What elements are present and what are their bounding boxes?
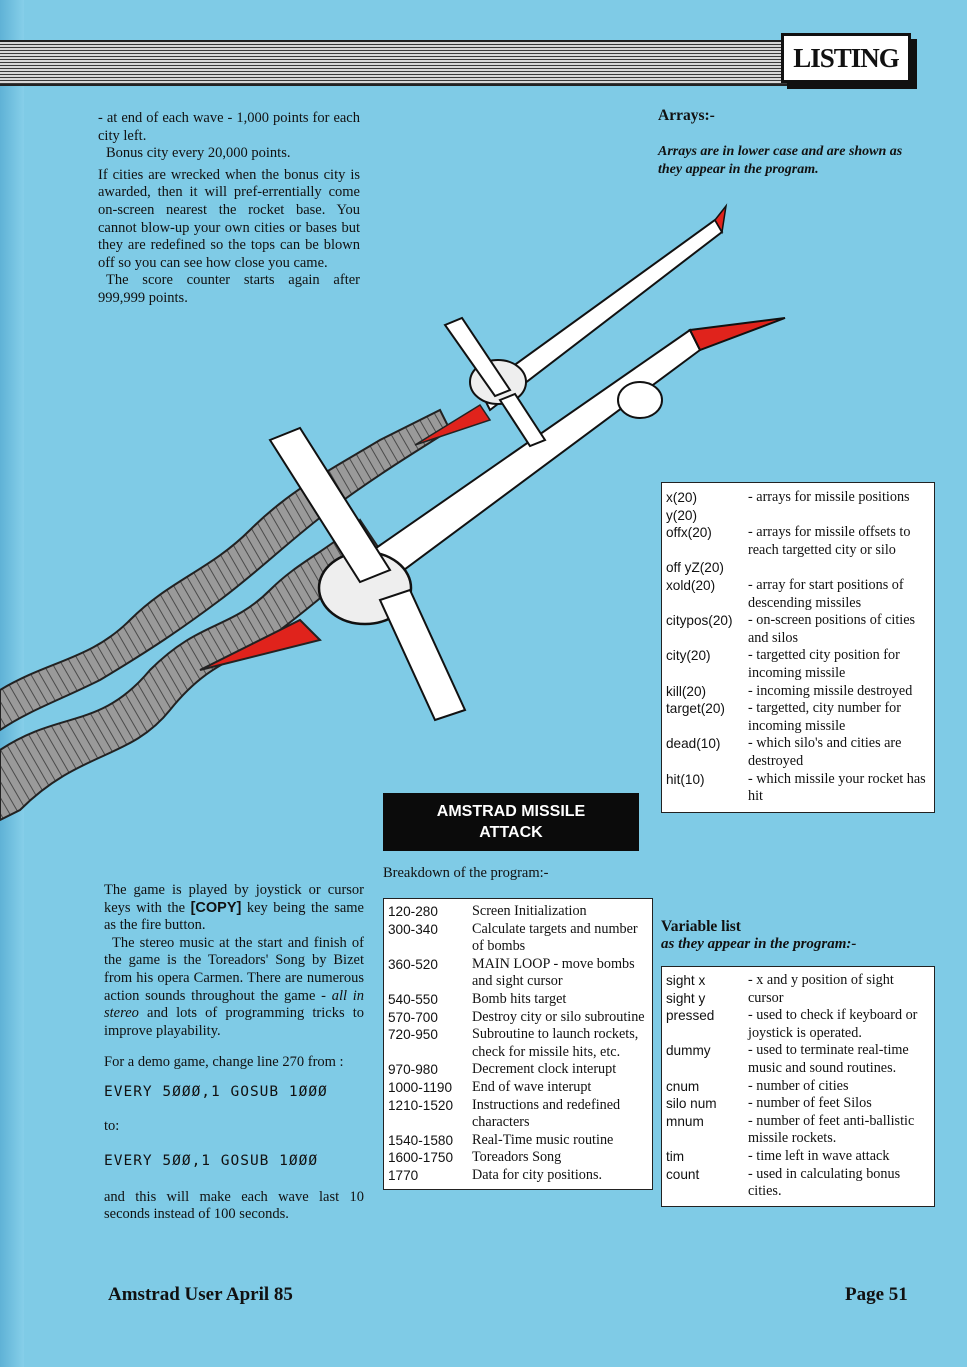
table-key: offx(20) — [666, 525, 712, 541]
table-value: End of wave interupt — [472, 1078, 592, 1095]
table-value: MAIN LOOP - move bombs and sight cursor — [472, 955, 635, 990]
table-key: y(20) — [666, 507, 697, 523]
table-value: - incoming missile destroyed — [748, 682, 913, 699]
header-stripe — [0, 40, 790, 86]
intro-paragraph: If cities are wrecked when the bonus city is awarded, then it will pref-errentially come on-screen nearest the rocket base. You cannot blow-up your own cities or bases but they are redefined so the tops can be blown off so you can see how close you came. — [98, 166, 360, 271]
table-key: 540-550 — [388, 991, 438, 1007]
code-line: EVERY 5ØØØ,1 GOSUB 1ØØØ — [104, 1083, 328, 1100]
table-value — [748, 507, 930, 525]
table-value: - time left in wave attack — [748, 1147, 890, 1164]
table-value: Subroutine to launch rockets, check for missile hits, etc. — [472, 1026, 639, 1060]
table-row — [666, 1148, 930, 1166]
table-value: Toreadors Song — [472, 1149, 562, 1166]
table-value: Real-Time music routine — [472, 1131, 614, 1148]
table-value: - on-screen positions of cities and silos — [748, 612, 916, 646]
table-row — [388, 1079, 648, 1097]
table-value: - which silo's and cities are destroyed — [748, 735, 902, 769]
table-key: target(20) — [666, 701, 725, 717]
table-key: off yZ(20) — [666, 560, 724, 576]
table-row — [388, 991, 648, 1009]
table-row — [666, 1166, 930, 1201]
table-value: - arrays for missile offsets to reach targetted city or silo — [748, 524, 911, 558]
variables-table — [661, 966, 935, 1207]
copy-key-label: [COPY] — [190, 899, 242, 916]
table-key: 1770 — [388, 1167, 419, 1183]
text-run: and lots of programming tricks to improve playability. — [104, 1005, 364, 1039]
program-title-line: AMSTRAD MISSILE — [436, 803, 586, 820]
table-value: - array for start positions of descending missiles — [748, 576, 904, 611]
game-paragraph: and this will make each wave last 10 seconds instead of 100 seconds. — [104, 1188, 364, 1223]
table-row — [666, 700, 930, 735]
table-row — [666, 683, 930, 701]
text-run: The stereo music at the start and finish of the game is the Toreadors' Song by Bizet from his opera Carmen. There are numerous action sounds throughout the game - — [104, 934, 364, 1004]
variables-subtitle: as they appear in the program:- — [661, 935, 857, 952]
table-row — [666, 1078, 930, 1096]
table-value — [748, 559, 930, 577]
code-line: EVERY 5ØØ,1 GOSUB 1ØØØ — [104, 1153, 319, 1170]
table-row — [666, 735, 930, 770]
table-row — [666, 1113, 930, 1148]
table-key: silo num — [666, 1096, 717, 1112]
table-key: 970-980 — [388, 1062, 438, 1078]
table-value: Bomb hits target — [472, 990, 567, 1007]
arrays-title: Arrays:- — [658, 107, 715, 124]
table-row — [666, 507, 930, 525]
table-row — [666, 1007, 930, 1042]
intro-paragraph: - at end of each wave - 1,000 points for each city left. — [98, 110, 360, 144]
table-key: hit(10) — [666, 771, 705, 787]
to-label: to: — [104, 1117, 120, 1134]
table-key: kill(20) — [666, 683, 707, 699]
program-title-line: ATTACK — [479, 824, 543, 841]
table-key: pressed — [666, 1008, 715, 1024]
table-key: mnum — [666, 1113, 704, 1129]
table-value: Destroy city or silo subroutine — [472, 1008, 645, 1025]
breakdown-label: Breakdown of the program:- — [383, 865, 549, 881]
table-value: - used to terminate real-time music and sound routines. — [748, 1042, 909, 1076]
text-run: The game is played by joystick or cursor keys with the — [104, 882, 364, 916]
table-value: - number of feet Silos — [748, 1095, 872, 1112]
table-key: dummy — [666, 1043, 711, 1059]
table-key: 1000-1190 — [388, 1079, 452, 1095]
table-key: 1540-1580 — [388, 1132, 454, 1148]
table-key: xold(20) — [666, 577, 716, 593]
game-paragraph: For a demo game, change line 270 from : — [104, 1054, 344, 1071]
variables-heading — [661, 918, 931, 953]
arrays-subtitle: Arrays are in lower case and are shown as they appear in the program. — [658, 143, 903, 177]
table-row — [388, 1097, 648, 1132]
table-value: Instructions and redefined characters — [472, 1096, 621, 1131]
table-row — [666, 771, 930, 806]
table-row — [666, 972, 930, 1007]
table-key: cnum — [666, 1078, 700, 1094]
table-key: x(20) — [666, 490, 697, 505]
game-text-column — [104, 882, 364, 1224]
table-key: 1210-1520 — [388, 1097, 454, 1113]
footer-publication: Amstrad User April 85 — [108, 1284, 293, 1305]
table-row — [666, 559, 930, 577]
table-key: 720-950 — [388, 1027, 438, 1043]
table-row — [388, 1132, 648, 1150]
table-row — [388, 921, 648, 956]
table-value: - which missile your rocket has hit — [748, 770, 926, 805]
emphasis: all in stereo — [104, 987, 365, 1022]
table-key: 300-340 — [388, 921, 438, 937]
arrays-heading — [658, 107, 928, 179]
table-row — [666, 1095, 930, 1113]
table-key: city(20) — [666, 648, 711, 664]
table-row — [388, 903, 648, 921]
intro-paragraph: Bonus city every 20,000 points. — [106, 145, 291, 162]
table-value: Screen Initialization — [472, 903, 587, 919]
table-value: Calculate targets and number of bombs — [472, 920, 638, 955]
program-breakdown-table — [383, 898, 653, 1190]
table-key: 120-280 — [388, 904, 438, 919]
listing-badge: LISTING — [781, 33, 911, 83]
game-paragraph — [104, 882, 364, 935]
table-key: 570-700 — [388, 1009, 438, 1025]
table-value: - targetted, city number for incoming missile — [748, 700, 901, 734]
arrays-table — [661, 482, 935, 813]
text-run: key being the same as the fire button. — [104, 899, 364, 934]
table-key: count — [666, 1166, 700, 1182]
table-value: - used in calculating bonus cities. — [748, 1165, 901, 1200]
table-row — [388, 1009, 648, 1027]
table-row — [666, 612, 930, 647]
table-value: - number of feet anti-ballistic missile rockets. — [748, 1112, 915, 1147]
program-title-box — [383, 793, 639, 851]
footer-page-number: Page 51 — [845, 1284, 908, 1305]
table-key: citypos(20) — [666, 613, 733, 629]
table-row — [388, 956, 648, 991]
table-key: 1600-1750 — [388, 1150, 454, 1166]
table-row — [666, 524, 930, 559]
table-key: dead(10) — [666, 736, 721, 752]
table-row — [388, 1061, 648, 1079]
table-value: - x and y position of sight cursor — [748, 972, 894, 1006]
table-row — [666, 647, 930, 682]
game-paragraph — [104, 935, 364, 1041]
variables-title: Variable list — [661, 918, 741, 935]
table-value: - number of cities — [748, 1077, 849, 1094]
table-key: 360-520 — [388, 956, 438, 972]
intro-paragraph: The score counter starts again after 999,999 points. — [98, 272, 360, 306]
table-row — [666, 1042, 930, 1077]
table-row — [666, 577, 930, 612]
table-value: Decrement clock interupt — [472, 1061, 617, 1078]
table-value: - arrays for missile positions — [748, 489, 910, 505]
table-row — [388, 1026, 648, 1061]
table-key: tim — [666, 1148, 685, 1164]
table-row — [666, 489, 930, 507]
table-key: sight x sight y — [666, 973, 706, 1006]
rocket-small — [415, 206, 726, 446]
table-value: - targetted city position for incoming missile — [748, 647, 900, 681]
table-row — [388, 1149, 648, 1167]
table-row — [388, 1167, 648, 1185]
table-value: Data for city positions. — [472, 1166, 603, 1183]
table-value: - used to check if keyboard or joystick is operated. — [748, 1007, 918, 1041]
